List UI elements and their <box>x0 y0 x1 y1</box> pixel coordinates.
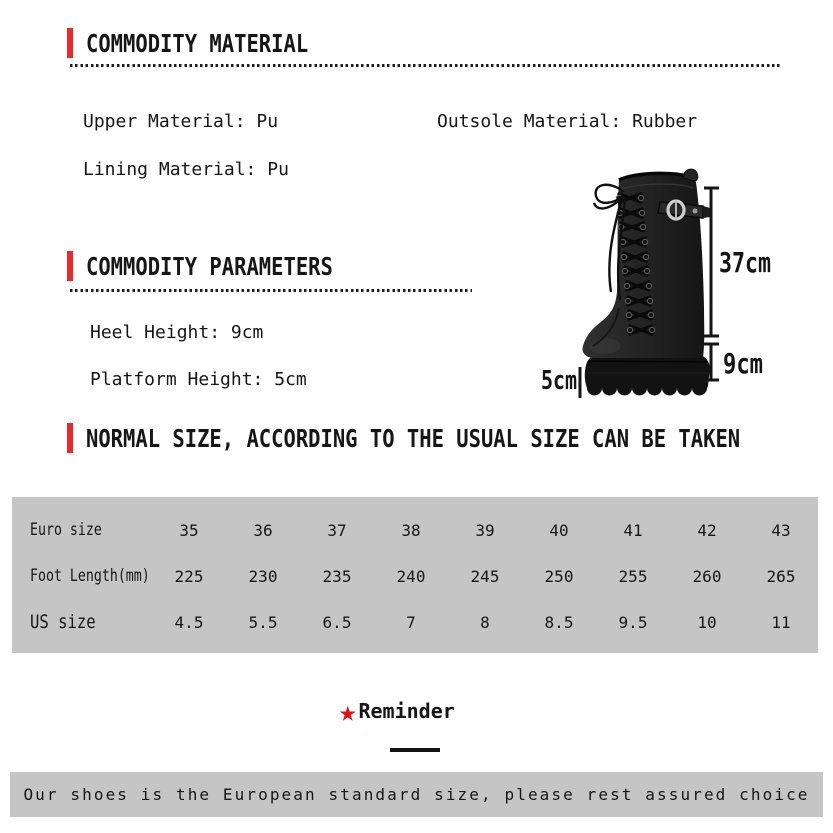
section-heading-size <box>67 422 833 454</box>
star-icon: ★ <box>339 693 357 728</box>
footer-note-text: Our shoes is the European standard size, please rest assured choice <box>23 785 810 804</box>
size-cell: 265 <box>766 566 796 586</box>
strap-end <box>703 206 710 218</box>
dotted-divider <box>70 64 782 67</box>
size-cell: 235 <box>322 566 352 586</box>
section-heading-parameters <box>67 250 387 282</box>
size-cell: 41 <box>623 520 643 540</box>
section-title: NORMAL SIZE, ACCORDING TO THE USUAL SIZE CAN BE TAKEN <box>86 423 741 453</box>
red-accent-bar <box>67 251 73 281</box>
size-cell: 37 <box>327 520 347 540</box>
size-cell: 8.5 <box>544 612 574 632</box>
dotted-divider <box>70 289 472 292</box>
size-cell: 255 <box>618 566 648 586</box>
size-cell: 260 <box>692 566 722 586</box>
table-row-us <box>12 599 818 645</box>
red-accent-bar <box>67 28 73 58</box>
heel-height-text: Heel Height: 9cm <box>90 322 264 343</box>
boot-figure <box>535 158 825 408</box>
size-cell: 240 <box>396 566 426 586</box>
size-cell: 43 <box>771 520 791 540</box>
size-cell: 7 <box>406 612 416 632</box>
reminder-label: Reminder <box>358 699 455 723</box>
reminder-divider <box>390 748 440 752</box>
size-cell: 225 <box>174 566 204 586</box>
size-cell: 40 <box>549 520 569 540</box>
platform-height-text: Platform Height: 5cm <box>90 369 307 390</box>
boot-sole <box>585 354 710 396</box>
size-cell: 10 <box>697 612 717 632</box>
reminder-heading <box>339 695 455 727</box>
size-row-label: Foot Length(mm) <box>30 566 150 586</box>
size-cell: 42 <box>697 520 717 540</box>
size-cell: 35 <box>179 520 199 540</box>
table-row-footlength <box>12 553 818 599</box>
table-row-euro <box>12 507 818 553</box>
size-cell: 6.5 <box>322 612 352 632</box>
size-cell: 9.5 <box>618 612 648 632</box>
size-cell: 8 <box>480 612 490 632</box>
size-table <box>12 497 818 653</box>
size-cell: 38 <box>401 520 421 540</box>
section-title: COMMODITY MATERIAL <box>86 28 309 58</box>
section-title: COMMODITY PARAMETERS <box>86 251 333 281</box>
strap-stud <box>693 209 698 214</box>
outsole-material-text: Outsole Material: Rubber <box>437 111 698 132</box>
upper-material-text: Upper Material: Pu <box>83 111 279 132</box>
platform-height-label: 5cm <box>541 366 577 396</box>
size-cell: 230 <box>248 566 278 586</box>
size-cell: 245 <box>470 566 500 586</box>
section-heading-material <box>67 27 357 59</box>
size-cell: 36 <box>253 520 273 540</box>
heel-height-label: 9cm <box>723 347 763 380</box>
footer-note-bar <box>10 772 823 817</box>
lining-material-text: Lining Material: Pu <box>83 159 289 180</box>
size-cell: 11 <box>771 612 791 632</box>
sole-groove <box>589 361 707 362</box>
size-row-label: US size <box>30 611 96 633</box>
size-row-label: Euro size <box>30 520 102 540</box>
size-cell: 250 <box>544 566 574 586</box>
shaft-height-label: 37cm <box>719 246 771 279</box>
size-cell: 39 <box>475 520 495 540</box>
size-cell: 4.5 <box>174 612 204 632</box>
red-accent-bar <box>67 423 73 453</box>
size-cell: 5.5 <box>248 612 278 632</box>
